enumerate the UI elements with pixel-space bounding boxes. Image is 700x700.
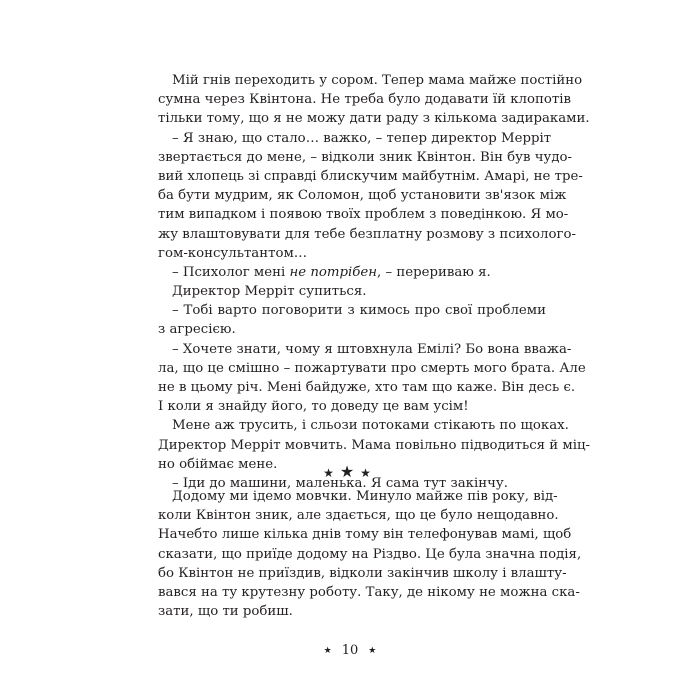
footer-star-left: ★ (323, 645, 332, 656)
text-line: ла, що це смішно – пожартувати про смерть мого брата. Але (158, 360, 586, 376)
text-line: жу влаштовувати для тебе безплатну розмову з психолого- (158, 226, 576, 242)
footer-star-right: ★ (368, 645, 377, 656)
text-line: – Тобі варто поговорити з кимось про свої проблеми (172, 303, 546, 319)
text-line: Мій гнів переходить у сором. Тепер мама майже постійно (172, 73, 583, 88)
text-line: но обіймає мене. (158, 456, 278, 472)
text-line: сумна через Квінтона. Не треба було додавати їй клопотів (158, 92, 571, 108)
text-line (158, 263, 546, 282)
separator-star-right: ★ (360, 466, 377, 480)
text-line: звертається до мене, – відколи зник Квінтон. Він був чудо- (158, 149, 573, 165)
italic-emphasis: не потрібен (289, 264, 378, 280)
text-line: бо Квінтон не приїздив, відколи закінчив школу і влашту- (158, 565, 567, 581)
text-line: тільки тому, що я не можу дати раду з кількома задираками. (158, 111, 590, 127)
text-line: коли Квінтон зник, але здається, що це було нещодавно. (158, 508, 559, 524)
text-line: Мене аж трусить, і сльози потоками стікають по щоках. (172, 418, 569, 434)
text-block-top (158, 71, 590, 493)
text-fragment: , – перериваю я. (377, 264, 491, 280)
text-line: вий хлопець зі справді блискучим майбутнім. Амарі, не тре- (158, 168, 583, 184)
page-footer (0, 643, 700, 658)
text-line: не в цьому річ. Мені байдуже, хто там що каже. Він десь є. (158, 380, 576, 395)
text-line: Директор Мерріт супиться. (172, 284, 367, 300)
text-line: гом-консультантом… (158, 245, 308, 261)
text-line: Директор Мерріт мовчить. Мама повільно підводиться й міц- (158, 437, 590, 453)
text-line: – Іди до машини, маленька. Я сама тут закінчу. (172, 475, 508, 491)
text-line: ба бути мудрим, як Соломон, щоб установити зв'язок між (158, 188, 567, 204)
text-line: – Хочете знати, чому я штовхнула Емілі? Бо вона вважа- (172, 341, 572, 357)
text-block-bottom (158, 487, 582, 621)
section-separator (0, 462, 700, 481)
text-line: тим випадком і появою твоїх проблем з поведінкою. Я мо- (158, 207, 569, 223)
text-line: Начебто лише кілька днів тому він телефонував мамі, щоб (158, 527, 572, 543)
separator-star-left: ★ (323, 466, 340, 480)
text-line: – Я знаю, що стало… важко, – тепер директор Мерріт (172, 130, 552, 146)
text-line: вався на ту крутезну роботу. Таку, де нікому не можна ска- (158, 584, 580, 600)
text-line: сказати, що приїде додому на Різдво. Це була значна подія, (158, 546, 582, 562)
page-number: 10 (341, 643, 359, 658)
separator-star-center: ★ (339, 462, 361, 481)
text-line: І коли я знайду його, то доведу це вам усім! (158, 399, 469, 415)
text-line: зати, що ти робиш. (158, 604, 293, 620)
text-line: Додому ми ідемо мовчки. Минуло майже пів року, від- (172, 489, 558, 504)
text-line: з агресією. (158, 322, 236, 338)
text-fragment: – Психолог мені (172, 264, 290, 280)
